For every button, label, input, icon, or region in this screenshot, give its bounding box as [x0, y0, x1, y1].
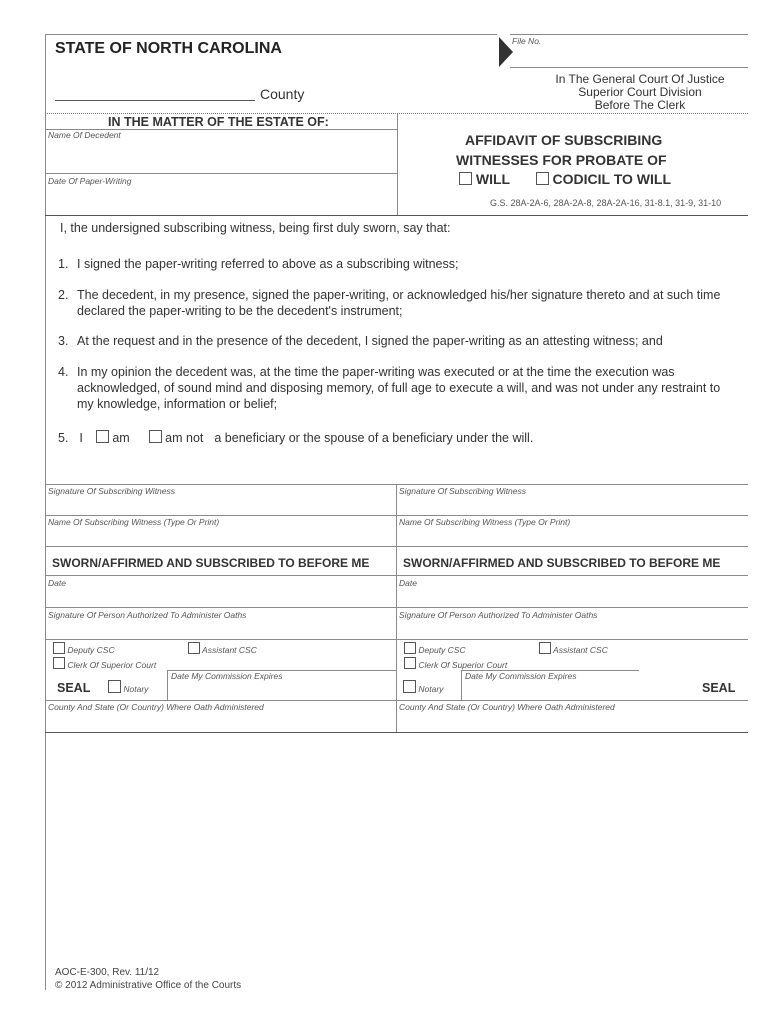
left-date-field[interactable]	[48, 589, 392, 606]
am-beneficiary-checkbox[interactable]	[96, 430, 109, 443]
left-witness-name-field[interactable]	[48, 528, 392, 545]
file-no-underline	[510, 67, 748, 68]
statement-item-3	[58, 333, 738, 349]
sig-row-divider	[45, 515, 748, 516]
right-notary-checkbox[interactable]	[403, 680, 416, 693]
official-sig-divider	[45, 639, 748, 640]
statement-item-1	[58, 256, 738, 272]
seal-row-divider	[45, 700, 748, 701]
right-witness-signature-field[interactable]	[399, 497, 744, 514]
am-label: am	[112, 431, 130, 445]
statement-item-4	[58, 364, 738, 412]
right-deputy-csc	[404, 642, 466, 655]
right-clerk-superior	[404, 657, 507, 670]
left-date-label: Date	[48, 578, 66, 588]
will-type-options	[459, 171, 671, 187]
right-notary	[403, 680, 443, 694]
county-underline	[55, 100, 255, 101]
left-official-signature-field[interactable]	[48, 621, 392, 638]
codicil-option-label: CODICIL TO WILL	[552, 171, 672, 187]
decedent-name-field[interactable]	[48, 142, 393, 172]
left-commission-divider	[167, 670, 168, 700]
item5-tail: a beneficiary or the spouse of a beneficiary under the will.	[214, 431, 534, 445]
form-title-line-2: WITNESSES FOR PROBATE OF	[456, 152, 667, 168]
left-assistant-csc-label: Assistant CSC	[202, 645, 257, 655]
form-top-border	[45, 34, 497, 35]
right-clerk-superior-label: Clerk Of Superior Court	[418, 660, 508, 670]
court-line-1: In The General Court Of Justice	[555, 72, 725, 86]
estate-title-divider	[397, 113, 398, 215]
right-assistant-csc-label: Assistant CSC	[553, 645, 608, 655]
estate-heading: IN THE MATTER OF THE ESTATE OF:	[108, 115, 329, 129]
name-row-divider	[45, 546, 748, 547]
form-title-line-1: AFFIDAVIT OF SUBSCRIBING	[465, 132, 663, 148]
county-row-divider	[45, 732, 748, 733]
file-no-top-border	[510, 34, 748, 35]
right-notary-label: Notary	[418, 684, 444, 694]
item-number: 5.	[58, 431, 69, 445]
left-sworn-heading: SWORN/AFFIRMED AND SUBSCRIBED TO BEFORE ME	[52, 556, 370, 570]
am-not-label: am not	[165, 431, 204, 445]
date-row-divider	[45, 607, 748, 608]
right-assistant-csc-checkbox[interactable]	[539, 642, 551, 654]
statement-item-5	[58, 430, 533, 446]
court-line-3: Before The Clerk	[594, 98, 686, 112]
left-witness-signature-field[interactable]	[48, 497, 392, 514]
right-commission-label: Date My Commission Expires	[465, 671, 577, 681]
county-label: County	[260, 86, 305, 102]
right-official-signature-field[interactable]	[399, 621, 744, 638]
left-commission-field[interactable]	[171, 682, 391, 698]
right-witness-name-field[interactable]	[399, 528, 744, 545]
file-no-field[interactable]	[512, 48, 746, 66]
decedent-name-label: Name Of Decedent	[48, 130, 121, 140]
copyright: © 2012 Administrative Office of the Courts	[55, 980, 242, 991]
left-notary	[108, 680, 148, 694]
left-seal-label: SEAL	[57, 681, 91, 695]
court-info	[540, 73, 740, 112]
statute-reference: G.S. 28A-2A-6, 28A-2A-8, 28A-2A-16, 31-8.1, 31-9, 31-10	[490, 198, 722, 208]
item-text: At the request and in the presence of the decedent, I signed the paper-writing as an attesting witness; and	[77, 334, 663, 348]
witness-center-divider	[396, 484, 397, 732]
right-date-field[interactable]	[399, 589, 744, 606]
decedent-underline	[45, 173, 397, 174]
statement-item-2	[58, 287, 738, 319]
right-witness-signature-label: Signature Of Subscribing Witness	[399, 486, 527, 496]
right-commission-field[interactable]	[465, 682, 635, 698]
left-county-state-label: County And State (Or Country) Where Oath Administered	[48, 702, 264, 712]
left-clerk-superior-checkbox[interactable]	[53, 657, 65, 669]
will-checkbox[interactable]	[459, 172, 472, 185]
right-date-label: Date	[399, 578, 417, 588]
right-witness-name-label: Name Of Subscribing Witness (Type Or Print)	[399, 517, 571, 527]
item-text: The decedent, in my presence, signed the paper-writing, or acknowledged his/her signature thereto and at such time declared the paper-writing to be the decedent's instrument;	[77, 288, 721, 318]
item-number: 2.	[58, 288, 69, 302]
item-number: 1.	[58, 257, 69, 271]
right-assistant-csc	[539, 642, 608, 655]
right-sworn-heading: SWORN/AFFIRMED AND SUBSCRIBED TO BEFORE ME	[403, 556, 721, 570]
left-clerk-superior-label: Clerk Of Superior Court	[67, 660, 157, 670]
right-seal-label: SEAL	[702, 681, 736, 695]
right-county-state-label: County And State (Or Country) Where Oath Administered	[399, 702, 615, 712]
right-deputy-csc-checkbox[interactable]	[404, 642, 416, 654]
sworn-heading-divider	[45, 575, 748, 576]
left-witness-name-label: Name Of Subscribing Witness (Type Or Print)	[48, 517, 220, 527]
title-bottom-divider	[45, 215, 748, 216]
left-deputy-csc-label: Deputy CSC	[67, 645, 115, 655]
paper-writing-date-field[interactable]	[48, 188, 393, 212]
court-line-2: Superior Court Division	[578, 85, 702, 99]
paper-writing-date-label: Date Of Paper-Writing	[48, 176, 132, 186]
item-number: 4.	[58, 365, 69, 379]
item-text: I signed the paper-writing referred to above as a subscribing witness;	[77, 257, 459, 271]
right-commission-divider	[461, 670, 462, 700]
left-assistant-csc-checkbox[interactable]	[188, 642, 200, 654]
left-deputy-csc-checkbox[interactable]	[53, 642, 65, 654]
right-deputy-csc-label: Deputy CSC	[418, 645, 466, 655]
county-input[interactable]	[55, 82, 255, 100]
will-option-label: WILL	[475, 171, 510, 187]
left-notary-label: Notary	[123, 684, 149, 694]
state-title: STATE OF NORTH CAROLINA	[55, 40, 282, 57]
left-official-signature-label: Signature Of Person Authorized To Administer Oaths	[48, 610, 247, 620]
item-number: 3.	[58, 334, 69, 348]
right-official-signature-label: Signature Of Person Authorized To Administer Oaths	[399, 610, 598, 620]
item-text: In my opinion the decedent was, at the time the paper-writing was executed or at the time the execution was acknowledged, of sound mind and disposing memory, of full age to execute a will, and was not under any restraint to my knowledge, information or belief;	[77, 365, 721, 411]
left-witness-signature-label: Signature Of Subscribing Witness	[48, 486, 176, 496]
form-left-border	[45, 34, 46, 990]
am-not-beneficiary-checkbox[interactable]	[149, 430, 162, 443]
left-notary-checkbox[interactable]	[108, 680, 121, 693]
file-no-label: File No.	[512, 36, 542, 46]
left-assistant-csc	[188, 642, 257, 655]
right-clerk-superior-checkbox[interactable]	[404, 657, 416, 669]
statement-intro: I, the undersigned subscribing witness, being first duly sworn, say that:	[60, 221, 451, 235]
right-county-state-field[interactable]	[399, 713, 744, 730]
left-deputy-csc	[53, 642, 115, 655]
left-county-state-field[interactable]	[48, 713, 392, 730]
codicil-checkbox[interactable]	[536, 172, 549, 185]
left-commission-label: Date My Commission Expires	[171, 671, 283, 681]
item5-i: I	[79, 431, 83, 445]
left-clerk-superior	[53, 657, 156, 670]
form-number: AOC-E-300, Rev. 11/12	[55, 967, 160, 978]
